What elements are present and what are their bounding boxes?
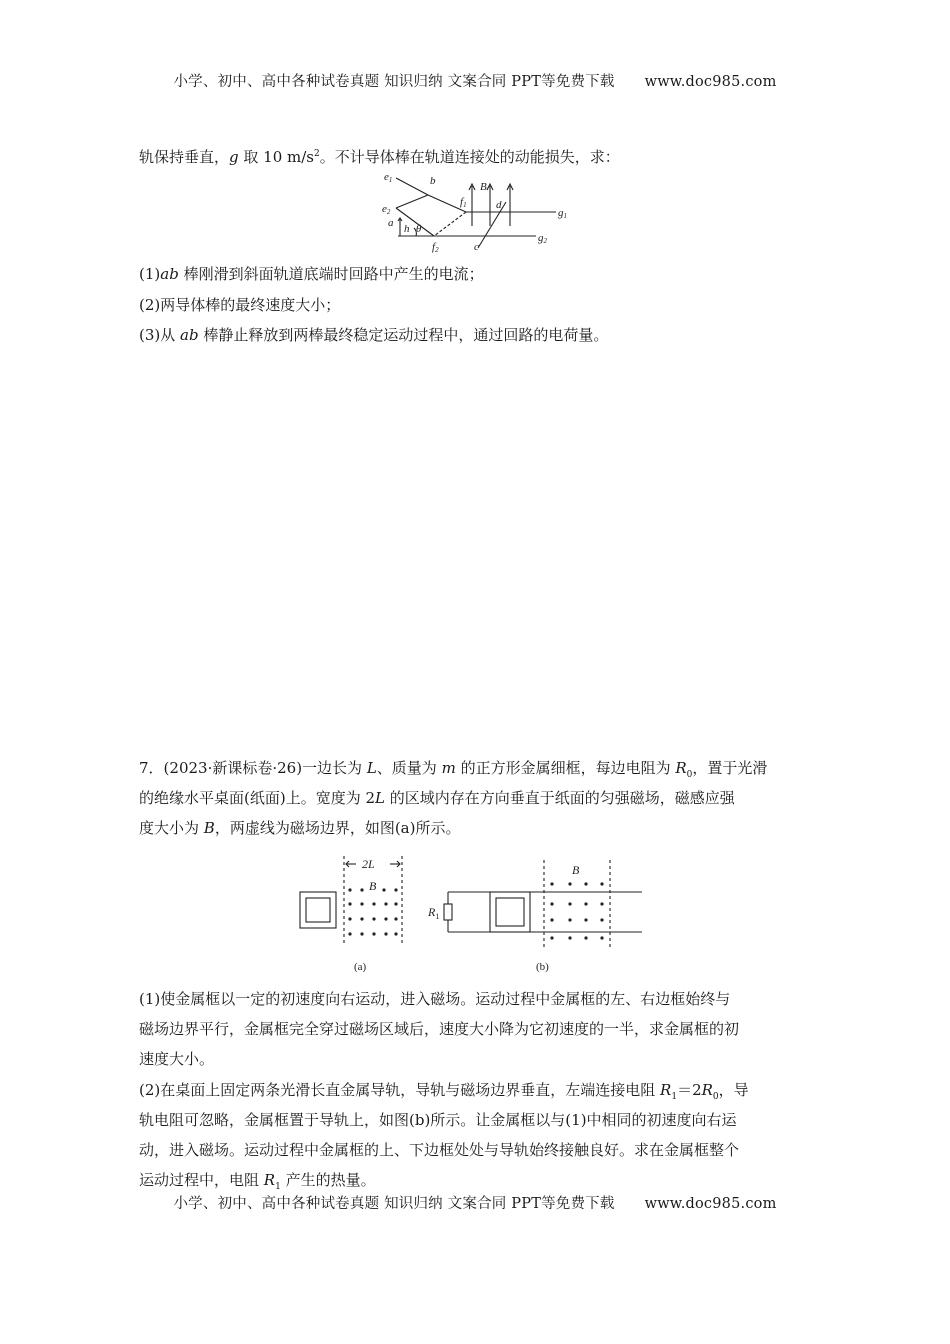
label-e1: e1 [384,171,393,184]
bar-cd [478,202,506,248]
q6-part3: (3)从 ab 棒静止释放到两棒最终稳定运动过程中，通过回路的电荷量。 [139,326,609,344]
footer-url[interactable]: www.doc985.com [644,1196,777,1212]
caption-b: (b) [536,961,549,973]
label-e2: e2 [382,203,391,216]
page-footer [0,1192,950,1213]
q7-p2-line1: (2)在桌面上固定两条光滑长直金属导轨，导轨与磁场边界垂直，左端连接电阻 $R_1=2R_0$，导 [139,1081,749,1102]
label-b: b [430,175,436,187]
incline-rail-lower [396,208,434,236]
q7-line1: 7．(2023·新课标卷·26)一边长为 L、质量为 m 的正方形金属细框，每边电阻为 $R_0$，置于光滑 [139,759,768,780]
incline-rail-top [396,178,428,195]
incline-bottom-dashed [434,212,466,236]
label-h: h [404,223,410,235]
q7-figure-b [424,852,649,977]
label-B: B [480,181,487,193]
q7-p1-line3: 速度大小。 [139,1050,215,1068]
width-label: 2L [362,857,375,871]
header-url[interactable]: www.doc985.com [644,74,777,90]
label-c: c [474,241,479,253]
caption-a: (a) [354,961,367,973]
q7-line2: 的绝缘水平桌面(纸面)上。宽度为 2L 的区域内存在方向垂直于纸面的匀强磁场，磁感应强 [139,789,735,807]
q6-part1: (1)ab 棒刚滑到斜面轨道底端时回路中产生的电流； [139,265,484,283]
q7-p2-line4: 运动过程中，电阻 $R_1$ 产生的热量。 [139,1171,376,1192]
resistor-R1 [444,904,452,920]
label-theta: θ [416,223,422,235]
field-label-b: B [572,863,580,877]
resistor-label: $R_1$ [428,905,440,921]
header-text: 小学、初中、高中各种试卷真题 知识归纳 文案合同 PPT等免费下载 [173,74,615,90]
label-f2: f2 [432,241,439,254]
q7-figure-a [296,852,414,977]
metal-frame-inner [306,898,330,922]
q7-p1-line2: 磁场边界平行，金属框完全穿过磁场区域后，速度大小降为它初速度的一半，求金属框的初 [139,1020,740,1038]
label-g2: g2 [538,232,547,245]
q6-rail-diagram [378,168,578,256]
q6-intro: 轨保持垂直，g 取 10 $m/s^2$。不计导体棒在轨道连接处的动能损失，求： [139,148,620,166]
label-d: d [496,199,502,211]
q7-line3: 度大小为 B，两虚线为磁场边界，如图(a)所示。 [139,819,461,837]
metal-frame-inner-b [496,898,524,926]
bar-ab [396,195,428,208]
q6-part2: (2)两导体棒的最终速度大小； [139,296,341,314]
q7-p2-line3: 动，进入磁场。运动过程中金属框的上、下边框处处与导轨始终接触良好。求在金属框整个 [139,1141,740,1159]
page-header [0,70,950,91]
q7-p1-line1: (1)使金属框以一定的初速度向右运动，进入磁场。运动过程中金属框的左、右边框始终与 [139,990,731,1008]
label-f1: f1 [460,196,467,209]
q7-p2-line2: 轨电阻可忽略，金属框置于导轨上，如图(b)所示。让金属框以与(1)中相同的初速度向右运 [139,1111,737,1129]
metal-frame-outer [300,892,336,928]
field-label-a: B [369,879,377,893]
footer-text: 小学、初中、高中各种试卷真题 知识归纳 文案合同 PPT等免费下载 [173,1196,615,1212]
label-g1: g1 [558,207,567,220]
label-a: a [388,217,394,229]
